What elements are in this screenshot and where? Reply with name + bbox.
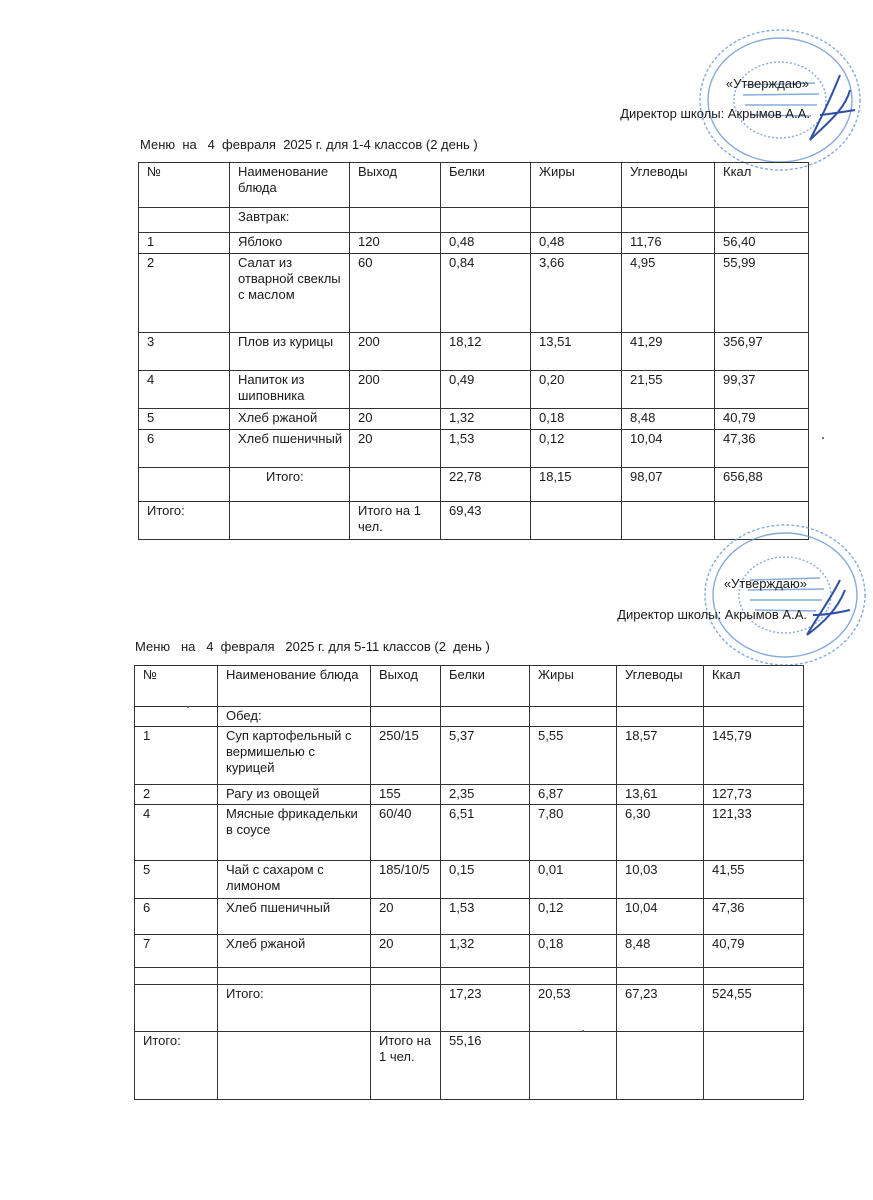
scan-speck [822, 437, 824, 439]
header-cell: Ккал [715, 163, 809, 208]
total-row [139, 468, 809, 502]
cell: 6 [139, 430, 230, 468]
cell: 20,53 [530, 985, 617, 1032]
menu-title: Меню на 4 февраля 2025 г. для 5-11 классов (2 день ) [135, 639, 490, 654]
cell: 0,49 [441, 371, 531, 409]
cell: 69,43 [441, 502, 531, 540]
cell: 0,48 [531, 233, 622, 254]
cell: Яблоко [230, 233, 350, 254]
cell: 6,87 [530, 785, 617, 805]
cell: Хлеб пшеничный [218, 899, 371, 935]
table-row [135, 935, 804, 968]
table-row [135, 899, 804, 935]
cell: 18,12 [441, 333, 531, 371]
header-cell: Углеводы [617, 666, 704, 707]
cell: Плов из курицы [230, 333, 350, 371]
round-seal-icon [695, 25, 865, 175]
header-cell: Белки [441, 163, 531, 208]
cell: 3,66 [531, 254, 622, 333]
header-cell: Белки [441, 666, 530, 707]
cell: 18,15 [531, 468, 622, 502]
cell: 8,48 [617, 935, 704, 968]
cell: 1 [139, 233, 230, 254]
header-cell: Углеводы [622, 163, 715, 208]
table-row [135, 785, 804, 805]
cell: Итого на 1 чел. [371, 1032, 441, 1100]
cell: 20 [350, 409, 441, 430]
cell: 120 [350, 233, 441, 254]
cell: 8,48 [622, 409, 715, 430]
cell: Итого: [135, 1032, 218, 1100]
cell: Мясные фрикадельки в соусе [218, 805, 371, 861]
cell: 1,32 [441, 409, 531, 430]
scan-speck [187, 706, 189, 708]
cell: 20 [350, 430, 441, 468]
header-cell: Выход [350, 163, 441, 208]
header-cell: Наименование блюда [230, 163, 350, 208]
director-line: Директор школы: Акрымов А.А. [620, 106, 810, 121]
per-person-row [135, 1032, 804, 1100]
cell: 41,55 [704, 861, 804, 899]
cell: 0,01 [530, 861, 617, 899]
header-cell: Выход [371, 666, 441, 707]
cell: 47,36 [715, 430, 809, 468]
cell: Напиток из шиповника [230, 371, 350, 409]
cell: 4 [139, 371, 230, 409]
menu-table-primary [138, 162, 809, 540]
cell: 98,07 [622, 468, 715, 502]
cell: 18,57 [617, 727, 704, 785]
total-label: Итого: [230, 468, 350, 502]
table-row [135, 805, 804, 861]
section-label: Завтрак: [230, 208, 350, 233]
cell: 5,55 [530, 727, 617, 785]
table-row [139, 371, 809, 409]
header-cell: Ккал [704, 666, 804, 707]
cell: 7 [135, 935, 218, 968]
cell: 5,37 [441, 727, 530, 785]
cell: 55,99 [715, 254, 809, 333]
section-label: Обед: [218, 707, 371, 727]
cell: 0,84 [441, 254, 531, 333]
empty-row [135, 968, 804, 985]
cell: 1,53 [441, 430, 531, 468]
cell: Салат из отварной свеклы с маслом [230, 254, 350, 333]
cell: 11,76 [622, 233, 715, 254]
cell: 121,33 [704, 805, 804, 861]
cell: 21,55 [622, 371, 715, 409]
cell: 1 [135, 727, 218, 785]
total-label: Итого: [218, 985, 371, 1032]
menu-table-senior [134, 665, 804, 1100]
cell: 20 [371, 899, 441, 935]
cell: 2 [139, 254, 230, 333]
cell: 524,55 [704, 985, 804, 1032]
cell: 13,61 [617, 785, 704, 805]
total-row [135, 985, 804, 1032]
cell: 185/10/5 [371, 861, 441, 899]
cell: 145,79 [704, 727, 804, 785]
cell: 10,04 [622, 430, 715, 468]
cell: Хлеб ржаной [218, 935, 371, 968]
cell: 6,51 [441, 805, 530, 861]
section-row [135, 707, 804, 727]
header-cell: № [139, 163, 230, 208]
cell: Суп картофельный с вермишелью с курицей [218, 727, 371, 785]
cell: 5 [135, 861, 218, 899]
cell: Хлеб пшеничный [230, 430, 350, 468]
cell: 17,23 [441, 985, 530, 1032]
cell: 250/15 [371, 727, 441, 785]
cell: 40,79 [715, 409, 809, 430]
approval-label: «Утверждаю» [723, 576, 807, 591]
cell: 99,37 [715, 371, 809, 409]
header-cell: Жиры [531, 163, 622, 208]
table-row [139, 409, 809, 430]
cell: 200 [350, 333, 441, 371]
cell: 41,29 [622, 333, 715, 371]
cell: 6,30 [617, 805, 704, 861]
table-row [139, 233, 809, 254]
cell: 0,15 [441, 861, 530, 899]
cell: 47,36 [704, 899, 804, 935]
scan-speck [582, 1030, 584, 1032]
cell: 60 [350, 254, 441, 333]
cell: 10,03 [617, 861, 704, 899]
cell: 0,12 [530, 899, 617, 935]
cell: 356,97 [715, 333, 809, 371]
table-row [139, 254, 809, 333]
cell: 1,32 [441, 935, 530, 968]
section-row [139, 208, 809, 233]
cell: Рагу из овощей [218, 785, 371, 805]
header-cell: № [135, 666, 218, 707]
header-cell: Наименование блюда [218, 666, 371, 707]
header-row [135, 666, 804, 707]
cell: 40,79 [704, 935, 804, 968]
round-seal-icon [700, 520, 870, 670]
table-row [139, 333, 809, 371]
approval-label: «Утверждаю» [725, 76, 809, 91]
cell: 55,16 [441, 1032, 530, 1100]
cell: 1,53 [441, 899, 530, 935]
cell: 6 [135, 899, 218, 935]
cell: Итого на 1 чел. [350, 502, 441, 540]
cell: 0,20 [531, 371, 622, 409]
cell: 5 [139, 409, 230, 430]
cell: 3 [139, 333, 230, 371]
cell: 2 [135, 785, 218, 805]
cell: 200 [350, 371, 441, 409]
header-row [139, 163, 809, 208]
cell: 22,78 [441, 468, 531, 502]
cell: 0,48 [441, 233, 531, 254]
cell: 0,18 [531, 409, 622, 430]
cell: 56,40 [715, 233, 809, 254]
per-person-row [139, 502, 809, 540]
cell: 13,51 [531, 333, 622, 371]
cell: 67,23 [617, 985, 704, 1032]
director-line: Директор школы: Акрымов А.А. [617, 607, 807, 622]
cell: 10,04 [617, 899, 704, 935]
cell: 0,18 [530, 935, 617, 968]
cell: 2,35 [441, 785, 530, 805]
cell: Итого: [139, 502, 230, 540]
cell: 60/40 [371, 805, 441, 861]
cell: 127,73 [704, 785, 804, 805]
cell: 4 [135, 805, 218, 861]
table-row [135, 861, 804, 899]
cell: Хлеб ржаной [230, 409, 350, 430]
table-row [139, 430, 809, 468]
cell: Чай с сахаром с лимоном [218, 861, 371, 899]
table-row [135, 727, 804, 785]
cell: 7,80 [530, 805, 617, 861]
cell: 20 [371, 935, 441, 968]
cell: 656,88 [715, 468, 809, 502]
cell: 4,95 [622, 254, 715, 333]
cell: 155 [371, 785, 441, 805]
header-cell: Жиры [530, 666, 617, 707]
menu-title: Меню на 4 февраля 2025 г. для 1-4 классов (2 день ) [140, 137, 478, 152]
cell: 0,12 [531, 430, 622, 468]
